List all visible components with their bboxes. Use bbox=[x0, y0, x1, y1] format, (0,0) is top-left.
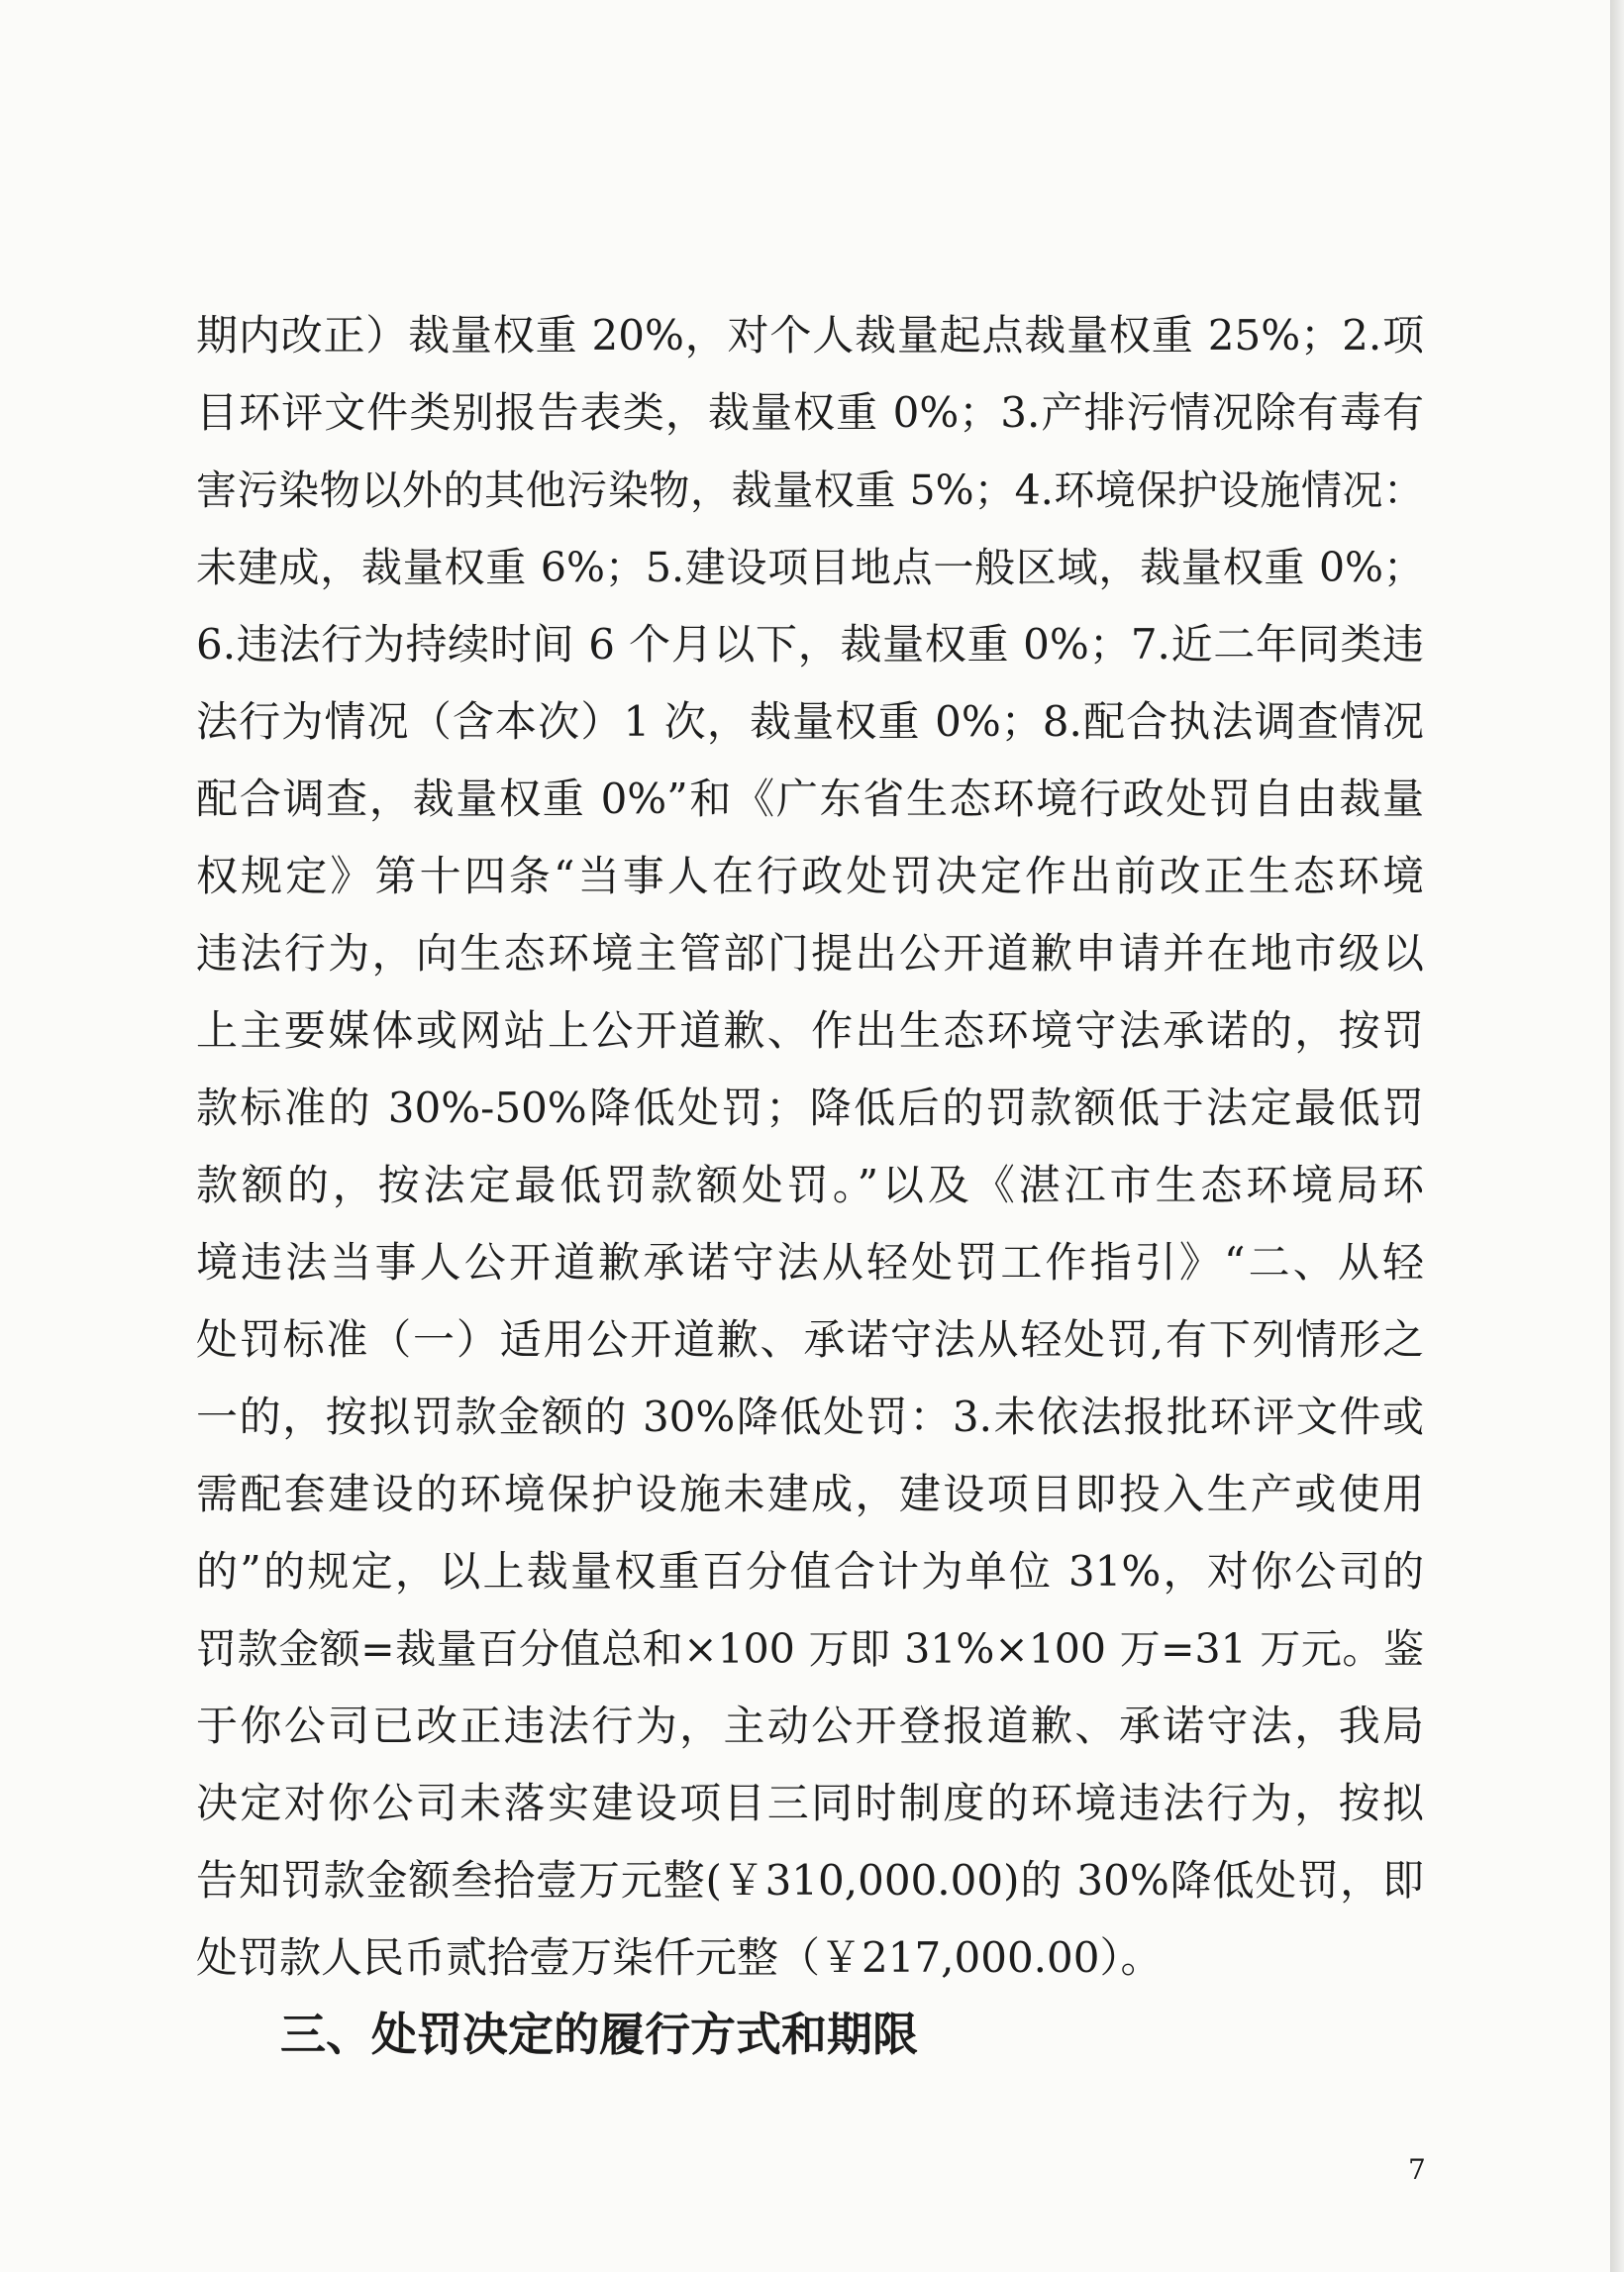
body-line: 上主要媒体或网站上公开道歉、作出生态环境守法承诺的，按罚 bbox=[196, 1006, 1424, 1055]
body-line: 一的，按拟罚款金额的 30%降低处罚：3.未依法报批环评文件或 bbox=[196, 1393, 1424, 1441]
body-line: 法行为情况（含本次）1 次，裁量权重 0%；8.配合执法调查情况 bbox=[196, 697, 1424, 746]
body-line: 害污染物以外的其他污染物，裁量权重 5%；4.环境保护设施情况： bbox=[196, 466, 1424, 514]
body-line: 违法行为，向生态环境主管部门提出公开道歉申请并在地市级以 bbox=[196, 929, 1424, 978]
body-line: 告知罚款金额叁拾壹万元整(￥310,000.00)的 30%降低处罚，即 bbox=[196, 1856, 1424, 1905]
body-line: 配合调查，裁量权重 0%”和《广东省生态环境行政处罚自由裁量 bbox=[196, 775, 1424, 823]
body-line: 于你公司已改正违法行为，主动公开登报道歉、承诺守法，我局 bbox=[196, 1702, 1424, 1750]
body-line-last: 处罚款人民币贰拾壹万柒仟元整（￥217,000.00）。 bbox=[196, 1933, 1163, 1982]
body-line: 处罚标准（一）适用公开道歉、承诺守法从轻处罚,有下列情形之 bbox=[196, 1315, 1424, 1364]
body-line: 6.违法行为持续时间 6 个月以下，裁量权重 0%；7.近二年同类违 bbox=[196, 620, 1424, 669]
body-line: 境违法当事人公开道歉承诺守法从轻处罚工作指引》“二、从轻 bbox=[196, 1238, 1424, 1287]
body-line: 决定对你公司未落实建设项目三同时制度的环境违法行为，按拟 bbox=[196, 1779, 1424, 1827]
document-body bbox=[196, 297, 1424, 1997]
page-edge-shadow bbox=[1610, 0, 1624, 2272]
body-line: 的”的规定，以上裁量权重百分值合计为单位 31%，对你公司的 bbox=[196, 1547, 1424, 1596]
body-line: 权规定》第十四条“当事人在行政处罚决定作出前改正生态环境 bbox=[196, 852, 1424, 900]
body-line: 需配套建设的环境保护设施未建成，建设项目即投入生产或使用 bbox=[196, 1470, 1424, 1518]
body-line: 款标准的 30%-50%降低处罚；降低后的罚款额低于法定最低罚 bbox=[196, 1084, 1424, 1132]
page-number: 7 bbox=[1408, 2153, 1426, 2186]
body-line: 期内改正）裁量权重 20%，对个人裁量起点裁量权重 25%；2.项 bbox=[196, 311, 1424, 360]
body-line: 罚款金额=裁量百分值总和×100 万即 31%×100 万=31 万元。鉴 bbox=[196, 1625, 1424, 1673]
body-line: 未建成，裁量权重 6%；5.建设项目地点一般区域，裁量权重 0%； bbox=[196, 544, 1424, 591]
body-line: 目环评文件类别报告表类，裁量权重 0%；3.产排污情况除有毒有 bbox=[196, 388, 1424, 437]
section-heading: 三、处罚决定的履行方式和期限 bbox=[280, 2008, 918, 2061]
body-line: 款额的，按法定最低罚款额处罚。”以及《湛江市生态环境局环 bbox=[196, 1161, 1424, 1209]
